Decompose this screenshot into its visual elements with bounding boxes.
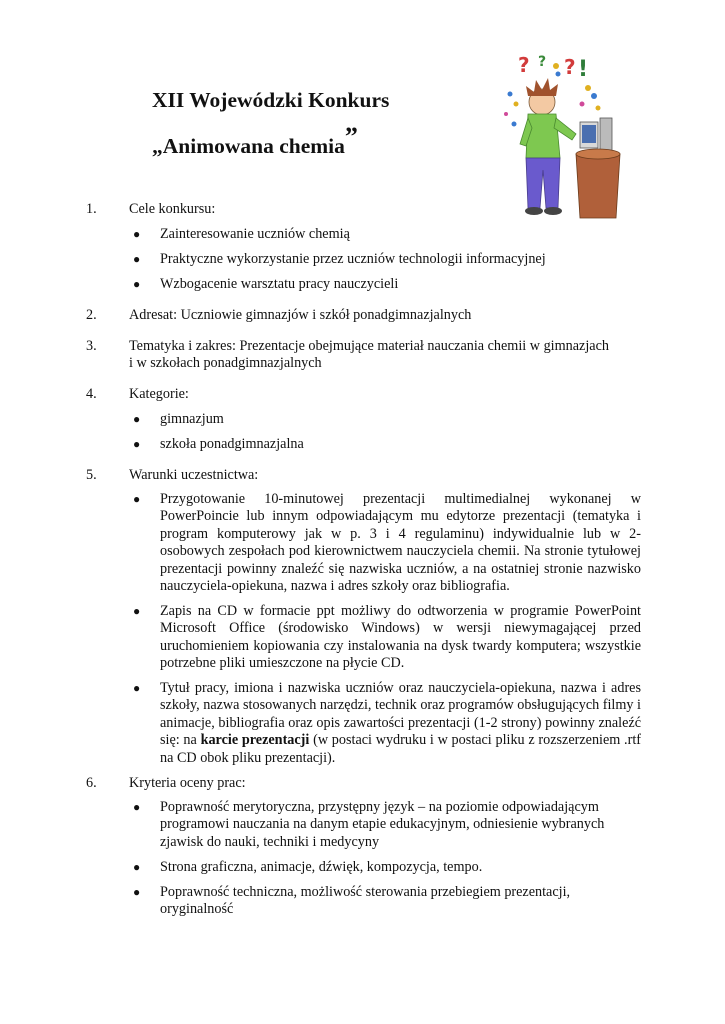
list-item-text: Przygotowanie 10-minutowej prezentacji multimedialnej wykonanej w PowerPoincie lub innym odpowiadającym mu edytorze prezentacji (tematyka i program komputerowy jak w p. 3 i 4 regulaminu) indywidualnie lub w 2-osobowych zespołach pod kierownictwem nauczyciela chemii. Na stronie tytułowej prezentacji powinny znaleźć się nazwiska uczniów, a na ostatniej stronie nazwisko nauczyciela-opiekuna, nazwa i adres szkoły oraz bibliografia. bbox=[160, 491, 641, 595]
list-item-text: gimnazjum bbox=[160, 411, 224, 427]
subtitle-text: „Animowana chemia bbox=[152, 134, 345, 158]
section-number: 2. bbox=[86, 307, 97, 323]
section-title: Kategorie: bbox=[129, 386, 189, 402]
list-item-text: Zapis na CD w formacie ppt możliwy do odtworzenia w programie PowerPoint Microsoft Office (środowisko Windows) w wersji niewymagającej przed uruchomieniem kopiowania czy instalowania na dysk twardy komputera; wszystkie potrzebne pliki umieszczone na płycie CD. bbox=[160, 603, 641, 672]
section-number: 4. bbox=[86, 386, 97, 402]
list-item-text-part: (w postaci wydruku i w postaci pliku z rozszerzeniem .rtf na CD obok pliku prezentacji). bbox=[160, 732, 641, 766]
list-item-text-part: Tytuł pracy, imiona i nazwiska uczniów oraz nauczyciela-opiekuna, nazwa i adres szkoły, nazwa stosowanych narzędzi, technik oraz programów obsługujących filmy i animacje, bibliografia oraz opis zawartości prezentacji (1-2 strony) powinny znaleźć się: na bbox=[160, 680, 641, 749]
bullet-icon: ● bbox=[133, 860, 141, 874]
list-item-text: Strona graficzna, animacje, dźwięk, kompozycja, tempo. bbox=[160, 859, 483, 875]
section-title: Warunki uczestnictwa: bbox=[129, 467, 259, 483]
section-title: Tematyka i zakres: Prezentacje obejmujące materiał nauczania chemii w gimnazjach bbox=[129, 338, 609, 354]
svg-text:?: ? bbox=[518, 53, 530, 77]
list-item-text: Praktyczne wykorzystanie przez uczniów technologii informacyjnej bbox=[160, 251, 546, 267]
list-item-text: Poprawność techniczna, możliwość sterowania przebiegiem prezentacji, oryginalność bbox=[160, 884, 571, 918]
svg-text:!: ! bbox=[578, 57, 589, 82]
svg-text:?: ? bbox=[564, 55, 576, 79]
bullet-icon: ● bbox=[133, 885, 141, 899]
bullet-icon: ● bbox=[133, 437, 141, 451]
section-title-continued: i w szkołach ponadgimnazjalnych bbox=[129, 355, 322, 371]
list-item-text bbox=[160, 680, 641, 767]
bullet-icon: ● bbox=[133, 604, 141, 618]
page-subtitle bbox=[152, 122, 358, 160]
svg-text:?: ? bbox=[538, 54, 547, 70]
list-item-text: szkoła ponadgimnazjalna bbox=[160, 436, 304, 452]
page-title: XII Wojewódzki Konkurs bbox=[152, 88, 390, 112]
bullet-icon: ● bbox=[133, 252, 141, 266]
bullet-icon: ● bbox=[133, 492, 141, 506]
bullet-icon: ● bbox=[133, 800, 141, 814]
section-title: Cele konkursu: bbox=[129, 201, 216, 217]
section-number: 1. bbox=[86, 201, 97, 217]
list-item-text: Wzbogacenie warsztatu pracy nauczycieli bbox=[160, 276, 399, 292]
list-item-text: Zainteresowanie uczniów chemią bbox=[160, 226, 350, 242]
section-title: Adresat: Uczniowie gimnazjów i szkół ponadgimnazjalnych bbox=[129, 307, 472, 323]
list-item-text: Poprawność merytoryczna, przystępny język – na poziomie odpowiadającym programowi nauczania na danym etapie edukacyjnym, odniesienie wybranych zjawisk do nauki, techniki i medycyny bbox=[160, 799, 605, 850]
bullet-icon: ● bbox=[133, 277, 141, 291]
section-number: 3. bbox=[86, 338, 97, 354]
section-title: Kryteria oceny prac: bbox=[129, 775, 246, 791]
bullet-icon: ● bbox=[133, 227, 141, 241]
bullet-icon: ● bbox=[133, 412, 141, 426]
cartoon-chemist-with-computer-icon bbox=[498, 48, 638, 226]
section-number: 6. bbox=[86, 775, 97, 791]
bullet-icon: ● bbox=[133, 681, 141, 695]
section-number: 5. bbox=[86, 467, 97, 483]
list-item-bold-text: karcie prezentacji bbox=[200, 732, 310, 749]
subtitle-closing-quote: ” bbox=[344, 122, 358, 151]
